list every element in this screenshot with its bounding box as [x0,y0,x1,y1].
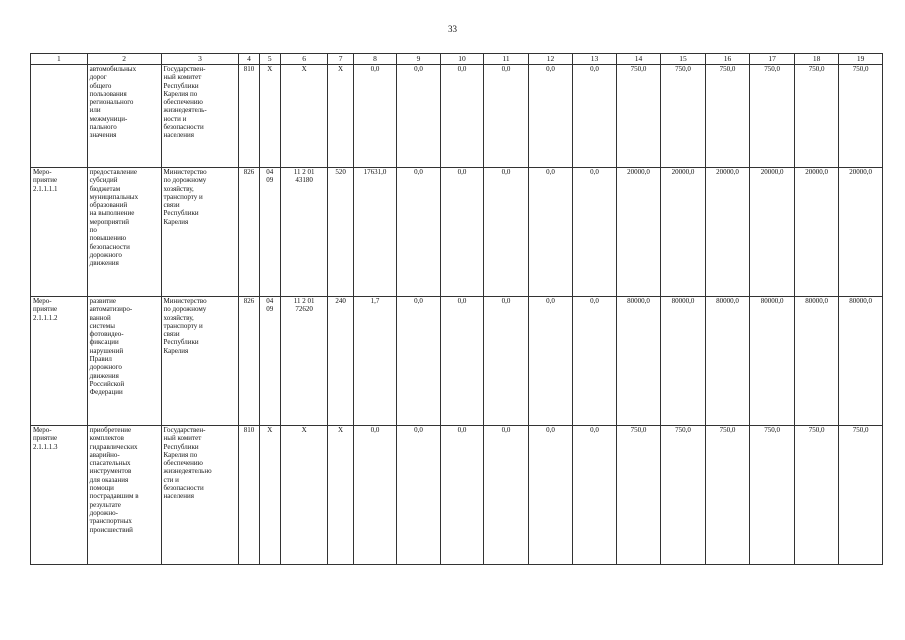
value-cell: 20000,0 [661,168,706,297]
value-cell: 80000,0 [750,297,795,426]
table-row [31,168,883,297]
value-cell: 1,7 [353,297,397,426]
csr-cell: X [280,65,328,168]
column-header: 9 [397,54,441,65]
value-cell: 20000,0 [705,168,750,297]
event-name-cell: автомобильных дорог общего пользования регионального или межмуници- пального значения [87,65,161,168]
value-cell: 0,0 [484,168,529,297]
value-cell: 0,0 [440,168,484,297]
event-code-cell: Меро- приятие 2.1.1.1.1 [31,168,88,297]
column-header: 13 [573,54,617,65]
value-cell: 0,0 [440,297,484,426]
column-header: 12 [528,54,573,65]
value-cell: 20000,0 [794,168,839,297]
column-header: 16 [705,54,750,65]
grbs-cell: 810 [239,426,259,565]
csr-cell: 11 2 01 43180 [280,168,328,297]
value-cell: 0,0 [397,168,441,297]
responsible-cell: Государствен- ный комитет Республики Карелия по обеспечению жизнедеятельно сти и безопасности населения [161,426,239,565]
value-cell: 20000,0 [750,168,795,297]
value-cell: 0,0 [397,297,441,426]
column-header: 2 [87,54,161,65]
value-cell: 750,0 [661,65,706,168]
vr-cell: 240 [328,297,353,426]
event-code-cell: Меро- приятие 2.1.1.1.3 [31,426,88,565]
value-cell: 750,0 [705,426,750,565]
value-cell: 750,0 [750,65,795,168]
value-cell: 750,0 [794,426,839,565]
column-header: 1 [31,54,88,65]
value-cell: 0,0 [528,426,573,565]
value-cell: 0,0 [573,297,617,426]
column-header: 5 [259,54,280,65]
page-number: 33 [448,24,457,34]
value-cell: 80000,0 [705,297,750,426]
value-cell: 0,0 [397,65,441,168]
value-cell: 750,0 [750,426,795,565]
event-code-cell: Меро- приятие 2.1.1.1.2 [31,297,88,426]
event-name-cell: развитие автоматизиро- ванной системы фотовидео- фиксации нарушений Правил дорожного движения Российской Федерации [87,297,161,426]
vr-cell: X [328,426,353,565]
rzpr-cell: X [259,426,280,565]
vr-cell: X [328,65,353,168]
value-cell: 80000,0 [839,297,883,426]
rzpr-cell: 04 09 [259,297,280,426]
value-cell: 0,0 [484,426,529,565]
column-header: 19 [839,54,883,65]
value-cell: 0,0 [528,297,573,426]
grbs-cell: 826 [239,297,259,426]
responsible-cell: Государствен- ный комитет Республики Карелия по обеспечению жизнедеятель- ности и безопасности населения [161,65,239,168]
responsible-cell: Министерство по дорожному хозяйству, транспорту и связи Республики Карелия [161,297,239,426]
value-cell: 0,0 [528,168,573,297]
value-cell: 80000,0 [794,297,839,426]
value-cell: 750,0 [661,426,706,565]
column-header: 8 [353,54,397,65]
column-header: 17 [750,54,795,65]
vr-cell: 520 [328,168,353,297]
csr-cell: X [280,426,328,565]
event-name-cell: предоставление субсидий бюджетам муниципальных образований на выполнение мероприятий по повышению безопасности дорожного движения [87,168,161,297]
column-header: 18 [794,54,839,65]
event-name-cell: приобретение комплектов гидравлических аварийно- спасательных инструментов для оказания помощи пострадавшим в результате дорожно- транспортных происшествий [87,426,161,565]
value-cell: 750,0 [839,65,883,168]
table-row [31,426,883,565]
budget-table [30,53,883,565]
value-cell: 0,0 [353,426,397,565]
value-cell: 0,0 [573,65,617,168]
value-cell: 80000,0 [661,297,706,426]
value-cell: 20000,0 [839,168,883,297]
column-header: 10 [440,54,484,65]
table-row [31,297,883,426]
value-cell: 750,0 [616,426,661,565]
value-cell: 0,0 [440,426,484,565]
column-header: 7 [328,54,353,65]
value-cell: 0,0 [440,65,484,168]
column-header: 3 [161,54,239,65]
column-header: 6 [280,54,328,65]
value-cell: 0,0 [573,426,617,565]
event-code-cell [31,65,88,168]
column-header: 14 [616,54,661,65]
value-cell: 20000,0 [616,168,661,297]
value-cell: 80000,0 [616,297,661,426]
value-cell: 0,0 [528,65,573,168]
column-header: 11 [484,54,529,65]
rzpr-cell: 04 09 [259,168,280,297]
value-cell: 0,0 [397,426,441,565]
rzpr-cell: X [259,65,280,168]
value-cell: 750,0 [616,65,661,168]
value-cell: 0,0 [573,168,617,297]
value-cell: 0,0 [484,297,529,426]
table-row [31,65,883,168]
value-cell: 750,0 [794,65,839,168]
value-cell: 0,0 [484,65,529,168]
value-cell: 17631,0 [353,168,397,297]
csr-cell: 11 2 01 72620 [280,297,328,426]
value-cell: 750,0 [705,65,750,168]
grbs-cell: 826 [239,168,259,297]
responsible-cell: Министерство по дорожному хозяйству, транспорту и связи Республики Карелия [161,168,239,297]
column-header: 15 [661,54,706,65]
column-header: 4 [239,54,259,65]
value-cell: 750,0 [839,426,883,565]
grbs-cell: 810 [239,65,259,168]
header-row [31,54,883,65]
value-cell: 0,0 [353,65,397,168]
